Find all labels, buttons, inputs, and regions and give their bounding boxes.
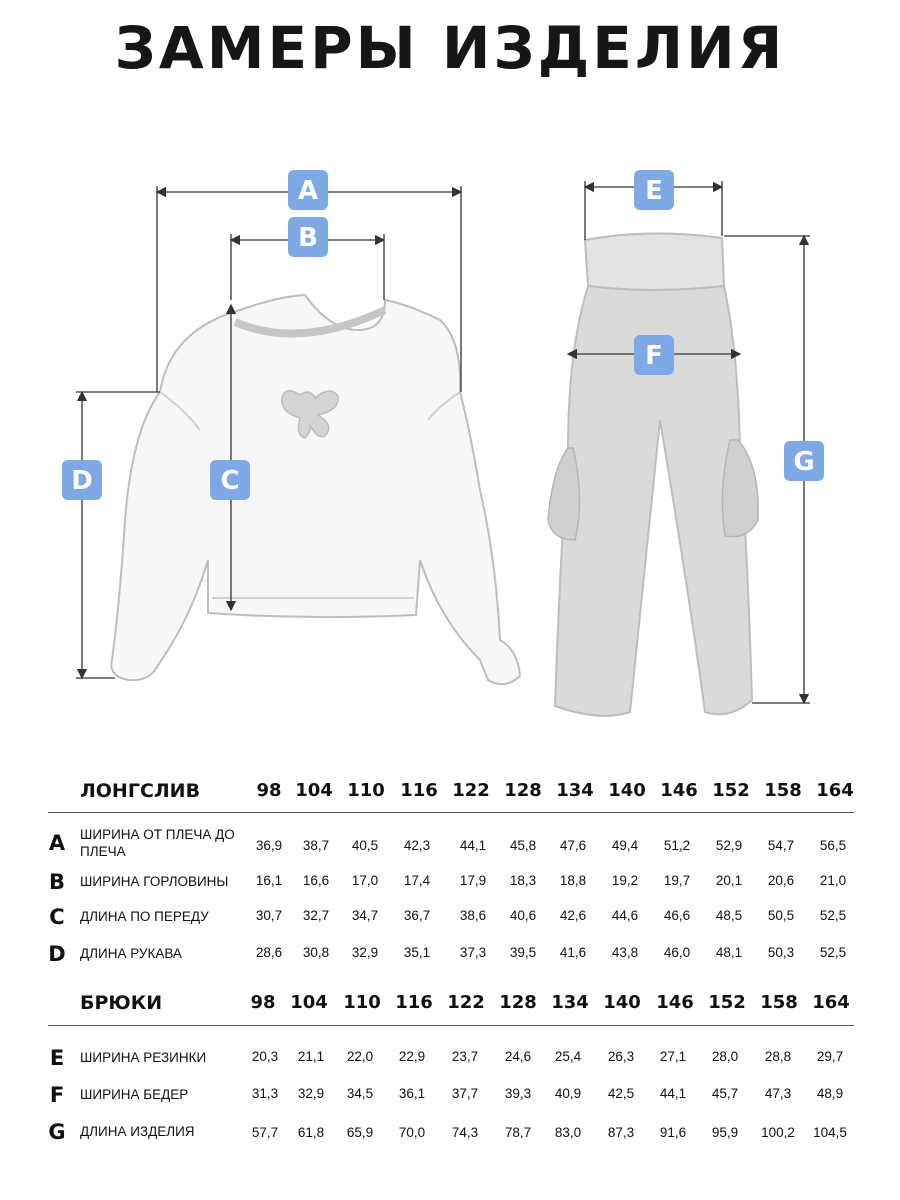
table-cell: 17,4 — [403, 873, 431, 888]
table-cell: 28,0 — [711, 1049, 739, 1064]
table-cell: 18,8 — [559, 873, 587, 888]
size-header: 116 — [400, 780, 438, 801]
size-header: 158 — [760, 992, 798, 1013]
table-cell: 17,0 — [351, 873, 379, 888]
table-cell: 78,7 — [504, 1125, 532, 1140]
table-cell: 26,3 — [607, 1049, 635, 1064]
table-cell: 95,9 — [711, 1125, 739, 1140]
table-row — [0, 826, 900, 862]
svg-text:C: C — [220, 466, 240, 496]
marker-c — [210, 460, 250, 500]
size-header: 158 — [764, 780, 802, 801]
table-cell: 45,7 — [711, 1086, 739, 1101]
table-cell: 44,6 — [611, 908, 639, 923]
table-cell: 20,6 — [767, 873, 795, 888]
table-cell: 44,1 — [659, 1086, 687, 1101]
row-letter: F — [49, 1083, 65, 1107]
table-cell: 16,1 — [255, 873, 283, 888]
row-label: ШИРИНА РЕЗИНКИ — [80, 1050, 207, 1065]
table-cell: 19,2 — [611, 873, 639, 888]
table-cell: 27,1 — [659, 1049, 687, 1064]
table-cell: 32,9 — [297, 1086, 325, 1101]
marker-a — [288, 170, 328, 210]
table-cell: 50,3 — [767, 945, 795, 960]
table-cell: 36,9 — [255, 838, 283, 853]
pants-header — [0, 992, 900, 1022]
marker-g — [784, 441, 824, 481]
size-header: 146 — [660, 780, 698, 801]
table-cell: 52,5 — [819, 908, 847, 923]
svg-text:F: F — [645, 341, 663, 371]
table-cell: 21,0 — [819, 873, 847, 888]
table-cell: 45,8 — [509, 838, 537, 853]
row-label: ШИРИНА ГОРЛОВИНЫ — [80, 874, 229, 889]
svg-text:D: D — [71, 466, 93, 496]
marker-d — [62, 460, 102, 500]
size-header: 122 — [452, 780, 490, 801]
table-cell: 42,6 — [559, 908, 587, 923]
table-cell: 40,6 — [509, 908, 537, 923]
table-cell: 74,3 — [451, 1125, 479, 1140]
table-cell: 37,7 — [451, 1086, 479, 1101]
svg-text:B: B — [298, 223, 318, 253]
row-label: ДЛИНА ПО ПЕРЕДУ — [80, 909, 209, 924]
table-cell: 104,5 — [813, 1125, 847, 1140]
table-cell: 46,6 — [663, 908, 691, 923]
size-header: 164 — [816, 780, 854, 801]
size-header: 140 — [608, 780, 646, 801]
longsleeve-title: ЛОНГСЛИВ — [80, 780, 201, 802]
table-cell: 46,0 — [663, 945, 691, 960]
left-cargo-pocket-icon — [548, 448, 580, 540]
row-letter: G — [48, 1120, 66, 1144]
row-label: ШИРИНА ОТ ПЛЕЧА ДО ПЛЕЧА — [80, 827, 235, 859]
size-header: 152 — [708, 992, 746, 1013]
table-cell: 43,8 — [611, 945, 639, 960]
table-cell: 41,6 — [559, 945, 587, 960]
size-header: 140 — [603, 992, 641, 1013]
longsleeve-header — [0, 780, 900, 810]
marker-f — [634, 335, 674, 375]
size-header: 110 — [347, 780, 385, 801]
size-header: 134 — [551, 992, 589, 1013]
table-cell: 91,6 — [659, 1125, 687, 1140]
row-letter: C — [49, 905, 65, 929]
table-cell: 61,8 — [297, 1125, 325, 1140]
pants-drawing — [548, 233, 758, 715]
table-cell: 47,3 — [764, 1086, 792, 1101]
row-label: ДЛИНА ИЗДЕЛИЯ — [80, 1124, 195, 1139]
table-row — [0, 905, 900, 941]
table-cell: 18,3 — [509, 873, 537, 888]
table-cell: 31,3 — [251, 1086, 279, 1101]
size-header: 104 — [295, 780, 333, 801]
table-row — [0, 942, 900, 978]
table-cell: 30,7 — [255, 908, 283, 923]
table-cell: 39,3 — [504, 1086, 532, 1101]
size-header: 134 — [556, 780, 594, 801]
table-cell: 19,7 — [663, 873, 691, 888]
table-cell: 65,9 — [346, 1125, 374, 1140]
table-cell: 38,7 — [302, 838, 330, 853]
svg-text:G: G — [793, 447, 815, 477]
table-cell: 32,9 — [351, 945, 379, 960]
size-header: 128 — [499, 992, 537, 1013]
table-cell: 23,7 — [451, 1049, 479, 1064]
table-cell: 87,3 — [607, 1125, 635, 1140]
size-header: 146 — [656, 992, 694, 1013]
table-cell: 35,1 — [403, 945, 431, 960]
table-cell: 48,1 — [715, 945, 743, 960]
table-cell: 24,6 — [504, 1049, 532, 1064]
table-cell: 48,5 — [715, 908, 743, 923]
table-cell: 49,4 — [611, 838, 639, 853]
size-header: 110 — [343, 992, 381, 1013]
table-cell: 21,1 — [297, 1049, 325, 1064]
table-cell: 52,9 — [715, 838, 743, 853]
table-cell: 32,7 — [302, 908, 330, 923]
page-title: ЗАМЕРЫ ИЗДЕЛИЯ — [114, 14, 786, 82]
svg-text:E: E — [645, 176, 663, 206]
size-header: 116 — [395, 992, 433, 1013]
table-cell: 52,5 — [819, 945, 847, 960]
table-cell: 29,7 — [816, 1049, 844, 1064]
svg-text:A: A — [297, 176, 319, 206]
table-cell: 36,1 — [398, 1086, 426, 1101]
table-cell: 48,9 — [816, 1086, 844, 1101]
row-letter: B — [48, 870, 65, 894]
table-cell: 42,3 — [403, 838, 431, 853]
table-cell: 37,3 — [459, 945, 487, 960]
table-cell: 51,2 — [663, 838, 691, 853]
row-letter: D — [48, 942, 66, 966]
table-cell: 22,9 — [398, 1049, 426, 1064]
table-cell: 47,6 — [559, 838, 587, 853]
row-letter: E — [49, 1046, 65, 1070]
row-label: ШИРИНА БЕДЕР — [80, 1087, 189, 1102]
size-header: 152 — [712, 780, 750, 801]
table-cell: 17,9 — [459, 873, 487, 888]
table-cell: 38,6 — [459, 908, 487, 923]
marker-e — [634, 170, 674, 210]
table-cell: 20,3 — [251, 1049, 279, 1064]
table-cell: 100,2 — [761, 1125, 795, 1140]
table-cell: 83,0 — [554, 1125, 582, 1140]
table-cell: 20,1 — [715, 873, 743, 888]
table-cell: 39,5 — [509, 945, 537, 960]
table-cell: 28,8 — [764, 1049, 792, 1064]
table-cell: 22,0 — [346, 1049, 374, 1064]
table-cell: 36,7 — [403, 908, 431, 923]
size-header: 122 — [447, 992, 485, 1013]
table-cell: 54,7 — [767, 838, 795, 853]
table-cell: 44,1 — [459, 838, 487, 853]
table-cell: 28,6 — [255, 945, 283, 960]
size-header: 98 — [250, 992, 276, 1013]
table-cell: 30,8 — [302, 945, 330, 960]
size-header: 98 — [256, 780, 282, 801]
size-header: 164 — [812, 992, 850, 1013]
table-cell: 56,5 — [819, 838, 847, 853]
table-row — [0, 1046, 900, 1082]
longsleeve-drawing — [111, 295, 520, 684]
garment-illustration — [0, 150, 900, 730]
table-cell: 70,0 — [398, 1125, 426, 1140]
table-cell: 16,6 — [302, 873, 330, 888]
table-cell: 40,5 — [351, 838, 379, 853]
right-cargo-pocket-icon — [722, 440, 758, 537]
marker-b — [288, 217, 328, 257]
table-cell: 57,7 — [251, 1125, 279, 1140]
table-row — [0, 870, 900, 906]
pants-title: БРЮКИ — [80, 992, 163, 1014]
table-divider — [48, 1025, 854, 1026]
table-row — [0, 1083, 900, 1119]
table-cell: 34,7 — [351, 908, 379, 923]
table-cell: 40,9 — [554, 1086, 582, 1101]
table-row — [0, 1120, 900, 1156]
size-header: 128 — [504, 780, 542, 801]
row-label: ДЛИНА РУКАВА — [80, 946, 182, 961]
table-cell: 34,5 — [346, 1086, 374, 1101]
table-cell: 42,5 — [607, 1086, 635, 1101]
row-letter: A — [48, 831, 66, 855]
table-divider — [48, 812, 854, 813]
size-header: 104 — [290, 992, 328, 1013]
table-cell: 25,4 — [554, 1049, 582, 1064]
table-cell: 50,5 — [767, 908, 795, 923]
